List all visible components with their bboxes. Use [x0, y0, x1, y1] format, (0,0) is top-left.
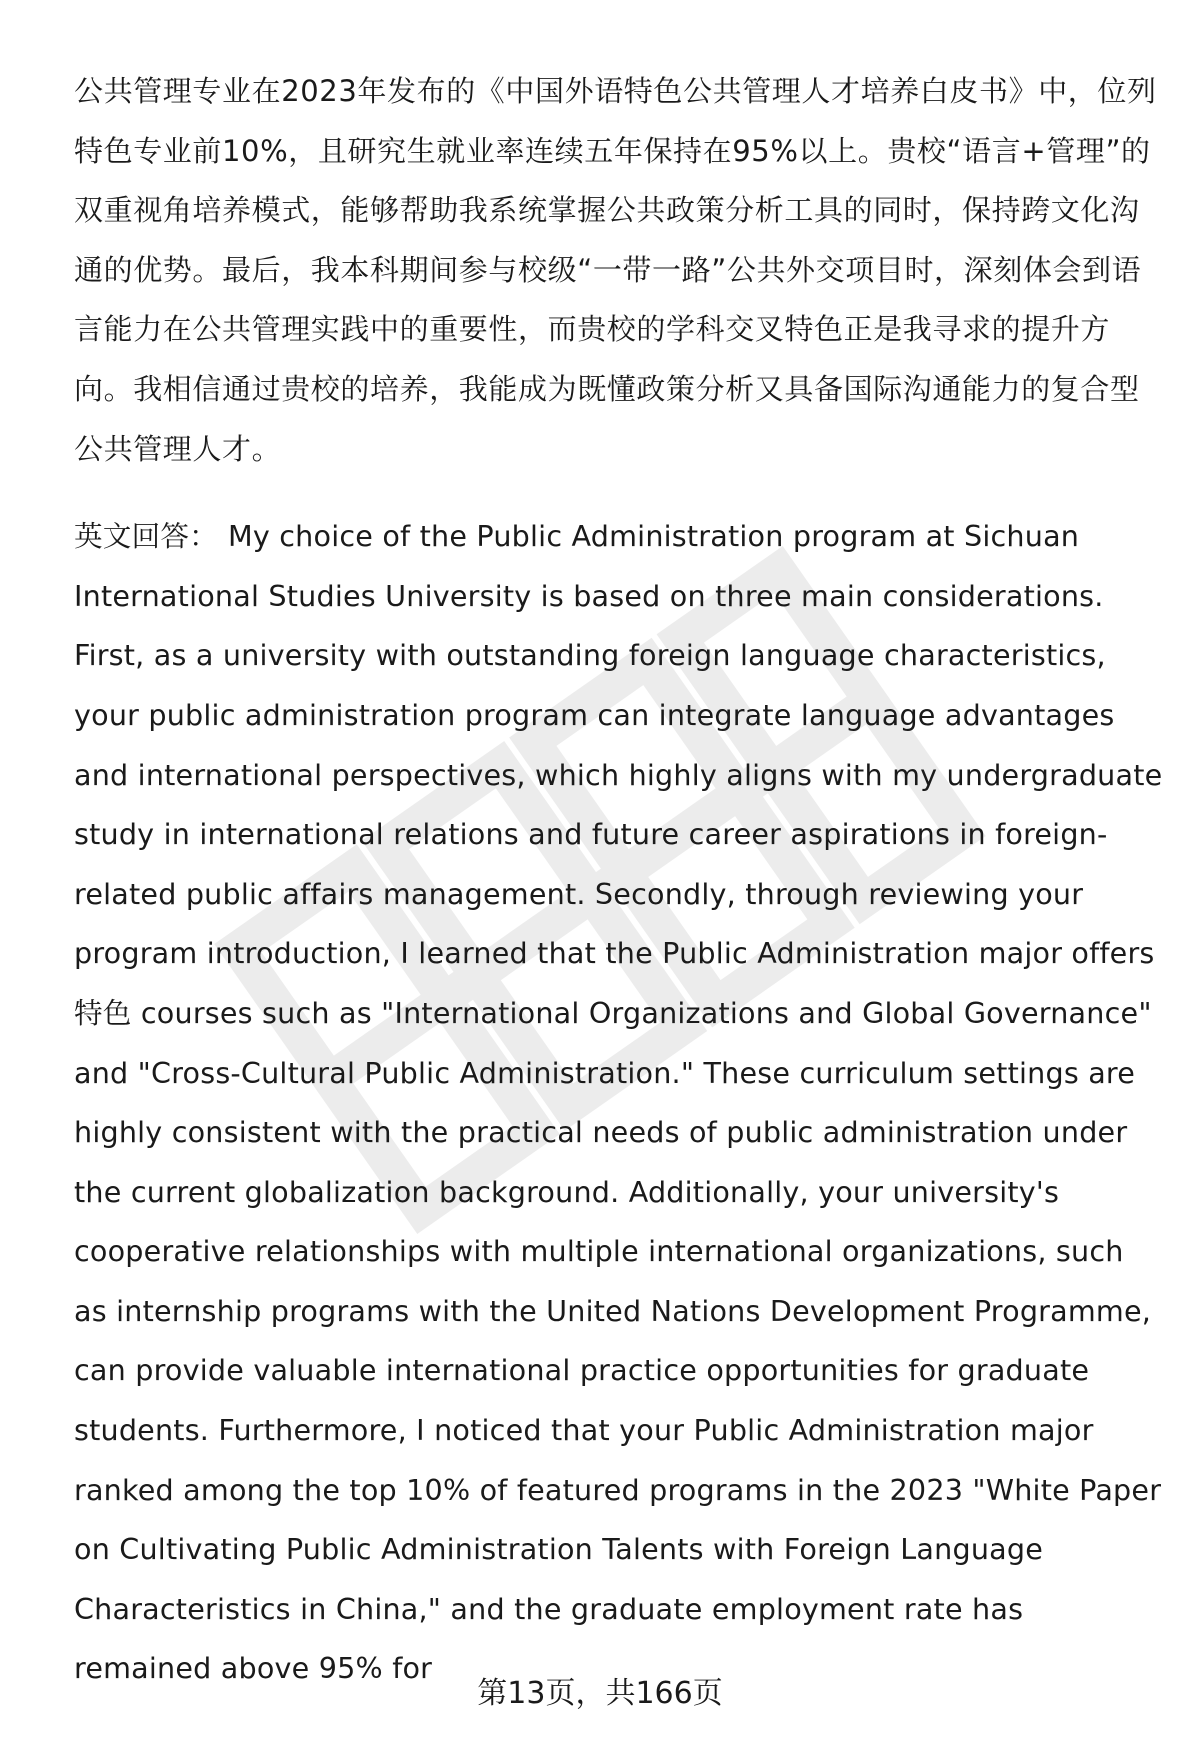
english-answer-paragraph: [74, 507, 1164, 1699]
english-answer-label: 英文回答：: [74, 519, 218, 554]
english-answer-text: My choice of the Public Administration program at Sichuan International Studies University is based on three main considerations. First, as a university with outstanding foreign language characteristics, your public administration program can integrate language advantages and international perspectives, which highly aligns with my undergraduate study in international relations and future career aspirations in foreign-related public affairs management. Secondly, through reviewing your program introduction, I learned that the Public Administration major offers特色 courses such as "International Organizations and Global Governance" and "Cross-Cultural Public Administration." These curriculum settings are highly consistent with the practical needs of public administration under the current globalization background. Additionally, your university's cooperative relationships with multiple international organizations, such as internship programs with the United Nations Development Programme, can provide valuable international practice opportunities for graduate students. Furthermore, I noticed that your Public Administration major ranked among the top 10% of featured programs in the 2023 "White Paper on Cultivating Public Administration Talents with Foreign Language Characteristics in China," and the graduate employment rate has remained above 95% for: [74, 519, 1163, 1686]
page-number: 第13页，共166页: [477, 1676, 723, 1711]
chinese-answer-paragraph: 公共管理专业在2023年发布的《中国外语特色公共管理人才培养白皮书》中，位列特色专业前10%，且研究生就业率连续五年保持在95%以上。贵校“语言+管理”的双重视角培养模式，能够帮助我系统掌握公共政策分析工具的同时，保持跨文化沟通的优势。最后，我本科期间参与校级“一带一路”公共外交项目时，深刻体会到语言能力在公共管理实践中的重要性，而贵校的学科交叉特色正是我寻求的提升方向。我相信通过贵校的培养，我能成为既懂政策分析又具备国际沟通能力的复合型公共管理人才。: [74, 74, 1157, 466]
document-page: [74, 62, 1164, 1699]
